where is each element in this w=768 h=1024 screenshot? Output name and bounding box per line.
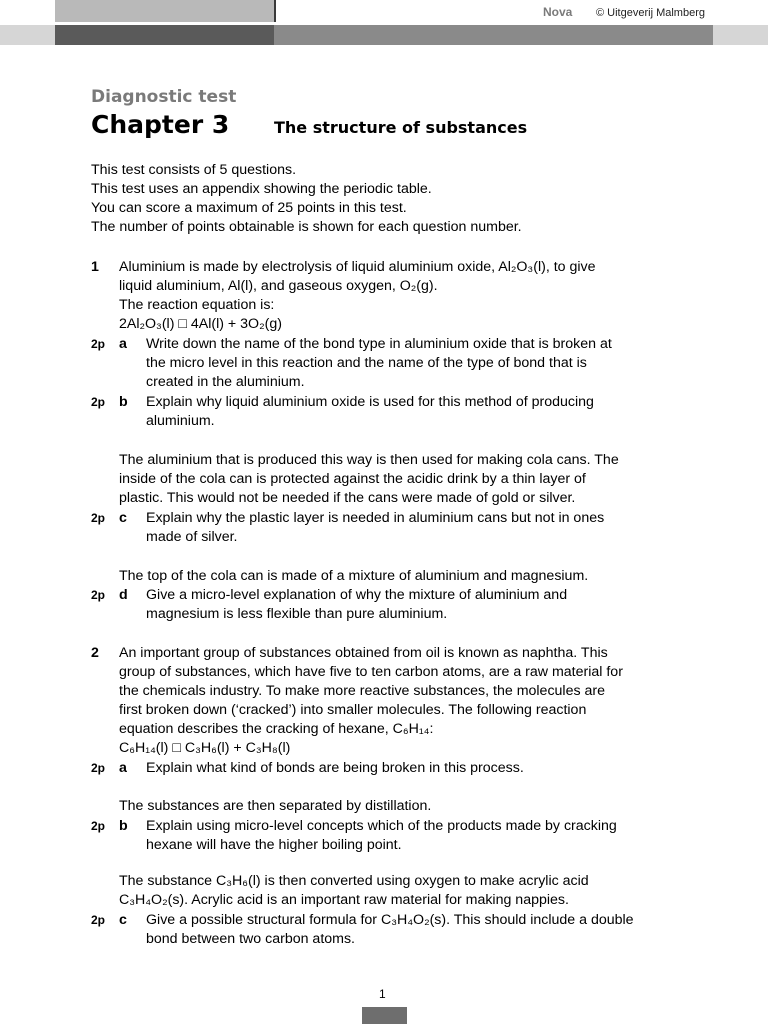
- question-text: The reaction equation is:: [119, 297, 275, 313]
- header-bar-dark: [55, 25, 274, 45]
- points-label: 2p: [91, 761, 106, 775]
- question-text: An important group of substances obtained from oil is known as naphtha. This: [119, 645, 608, 661]
- subquestion-text: made of silver.: [146, 529, 238, 545]
- intro-line: You can score a maximum of 25 points in this test.: [91, 200, 407, 216]
- context-text: The substance C₃H₆(l) is then converted using oxygen to make acrylic acid: [119, 873, 589, 889]
- subquestion-letter: d: [119, 587, 128, 603]
- question-number: 2: [91, 645, 99, 661]
- question-text: the chemicals industry. To make more reactive substances, the molecules are: [119, 683, 606, 699]
- subquestion-text: bond between two carbon atoms.: [146, 931, 356, 947]
- points-label: 2p: [91, 337, 106, 351]
- header-brand: Nova: [543, 5, 573, 19]
- page-number: 1: [379, 987, 386, 1001]
- header-divider: [274, 0, 276, 22]
- intro-line: This test uses an appendix showing the periodic table.: [91, 181, 432, 197]
- subquestion-letter: c: [119, 912, 127, 928]
- context-text: The top of the cola can is made of a mixture of aluminium and magnesium.: [119, 568, 589, 584]
- subquestion-text: created in the aluminium.: [146, 374, 305, 390]
- subquestion-letter: a: [119, 336, 127, 352]
- subquestion-text: Explain using micro-level concepts which of the products made by cracking: [146, 818, 617, 834]
- reaction-equation: 2Al₂O₃(l) □ 4Al(l) + 3O₂(g): [119, 316, 282, 332]
- header-bar-top: [55, 0, 274, 22]
- points-label: 2p: [91, 511, 106, 525]
- subquestion-text: Write down the name of the bond type in aluminium oxide that is broken at: [146, 336, 612, 352]
- reaction-equation: C₆H₁₄(l) □ C₃H₆(l) + C₃H₈(l): [119, 740, 291, 756]
- header-copyright: © Uitgeverij Malmberg: [596, 7, 705, 19]
- subquestion-text: the micro level in this reaction and the name of the type of bond that is: [146, 355, 587, 371]
- subquestion-text: Give a micro-level explanation of why the mixture of aluminium and: [146, 587, 568, 603]
- subquestion-text: aluminium.: [146, 413, 215, 429]
- subquestion-letter: a: [119, 760, 127, 776]
- question-text: group of substances, which have five to ten carbon atoms, are a raw material for: [119, 664, 623, 680]
- context-text: plastic. This would not be needed if the cans were made of gold or silver.: [119, 490, 576, 506]
- question-text: Aluminium is made by electrolysis of liquid aluminium oxide, Al₂O₃(l), to give: [119, 259, 596, 275]
- context-text: C₃H₄O₂(s). Acrylic acid is an important raw material for making nappies.: [119, 892, 569, 908]
- subquestion-letter: b: [119, 818, 128, 834]
- subquestion-text: hexane will have the higher boiling point.: [146, 837, 402, 853]
- header-bar-right: [713, 25, 768, 45]
- chapter-title: The structure of substances: [274, 118, 528, 137]
- header-bar-left: [0, 25, 55, 45]
- question-text: equation describes the cracking of hexane, C₆H₁₄:: [119, 721, 434, 737]
- intro-line: This test consists of 5 questions.: [91, 162, 297, 178]
- question-text: liquid aluminium, Al(l), and gaseous oxygen, O₂(g).: [119, 278, 438, 294]
- subquestion-text: Explain why the plastic layer is needed in aluminium cans but not in ones: [146, 510, 605, 526]
- points-label: 2p: [91, 588, 106, 602]
- context-text: The substances are then separated by distillation.: [119, 798, 432, 814]
- points-label: 2p: [91, 819, 106, 833]
- question-text: first broken down (‘cracked’) into smaller molecules. The following reaction: [119, 702, 587, 718]
- points-label: 2p: [91, 395, 106, 409]
- points-label: 2p: [91, 913, 106, 927]
- chapter-heading: Chapter 3: [91, 110, 230, 139]
- context-text: inside of the cola can is protected against the acidic drink by a thin layer of: [119, 471, 586, 487]
- subquestion-letter: b: [119, 394, 128, 410]
- document-type: Diagnostic test: [91, 87, 237, 107]
- footer-bar: [362, 1007, 407, 1024]
- question-number: 1: [91, 259, 99, 275]
- subquestion-letter: c: [119, 510, 127, 526]
- intro-line: The number of points obtainable is shown for each question number.: [91, 219, 522, 235]
- header-bar-gray: [274, 25, 713, 45]
- subquestion-text: Give a possible structural formula for C₃H₄O₂(s). This should include a double: [146, 912, 634, 928]
- context-text: The aluminium that is produced this way is then used for making cola cans. The: [119, 452, 619, 468]
- subquestion-text: magnesium is less flexible than pure aluminium.: [146, 606, 448, 622]
- subquestion-text: Explain what kind of bonds are being broken in this process.: [146, 760, 524, 776]
- subquestion-text: Explain why liquid aluminium oxide is used for this method of producing: [146, 394, 594, 410]
